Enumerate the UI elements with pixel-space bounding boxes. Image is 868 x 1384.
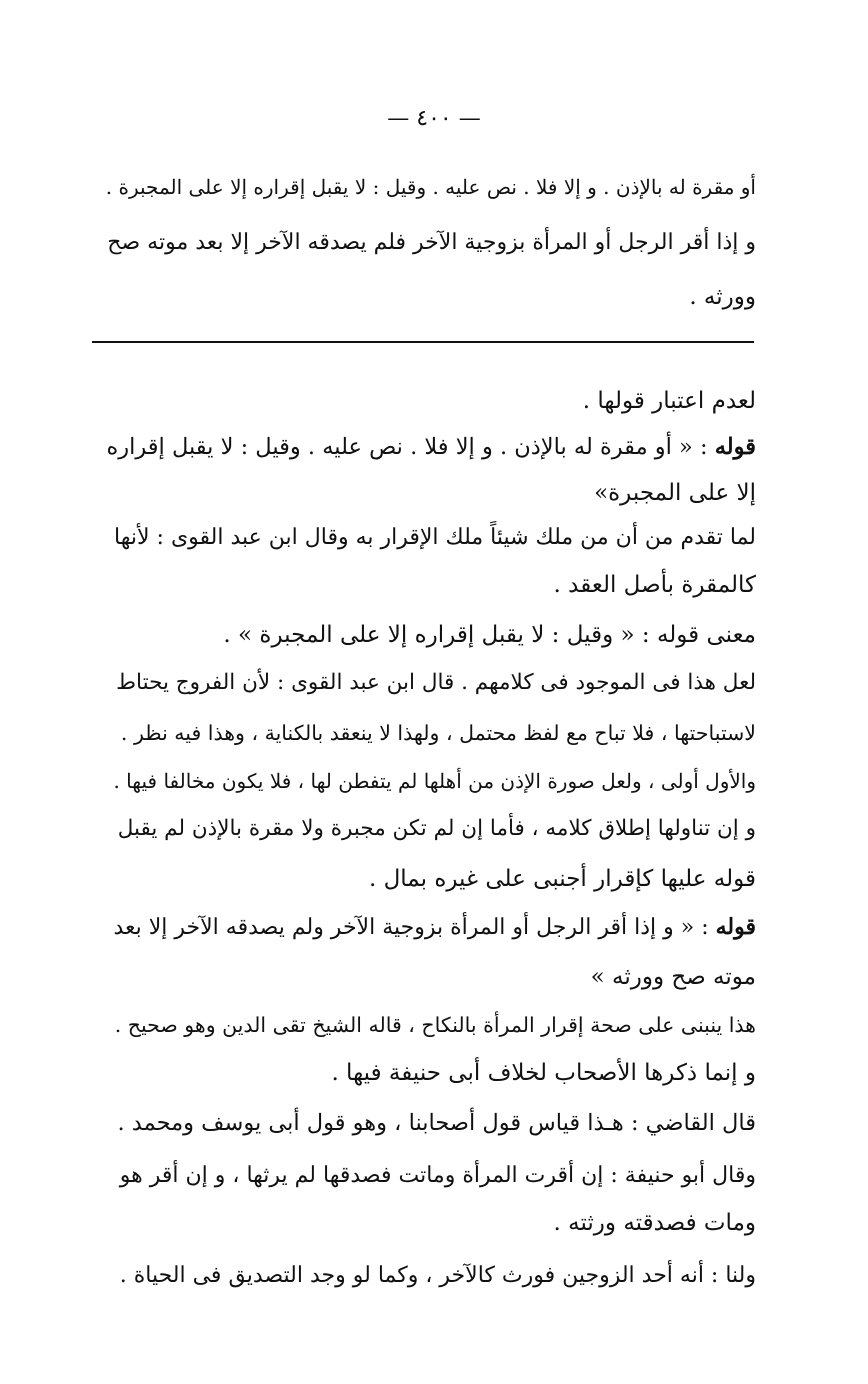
commentary-line	[106, 620, 756, 650]
lemma: قوله	[714, 434, 756, 460]
commentary-line	[106, 1108, 756, 1138]
commentary-text: هذا ينبنى على صحة إقرار المرأة بالنكاح ، قاله الشيخ تقى الدين وهو صحيح .	[114, 1013, 756, 1037]
lemma: قوله	[715, 914, 756, 940]
commentary-text: إلا على المجبرة»	[594, 480, 756, 506]
commentary-line	[106, 1010, 756, 1040]
main-text-line: أو مقرة له بالإذن . و إلا فلا . نص عليه . وقيل : لا يقبل إقراره إلا على المجبرة .	[105, 175, 756, 199]
commentary-text: لما تقدم من أن من ملك شيئاً ملك الإقرار به وقال ابن عبد القوى : لأنها	[114, 525, 756, 550]
commentary-line	[106, 432, 756, 462]
main-text-line: وورثه .	[689, 284, 756, 310]
commentary-line	[106, 668, 756, 698]
commentary-line	[106, 1208, 756, 1238]
commentary-line	[106, 386, 756, 416]
commentary-line	[106, 718, 756, 748]
main-text-line: و إذا أقر الرجل أو المرأة بزوجية الآخر فلم يصدقه الآخر إلا بعد موته صح	[107, 230, 756, 255]
commentary-line	[106, 1058, 756, 1088]
commentary-text: معنى قوله : « وقيل : لا يقبل إقراره إلا على المجبرة » .	[223, 622, 756, 648]
commentary-line	[106, 570, 756, 600]
commentary-line	[106, 1260, 756, 1291]
commentary-line	[106, 478, 756, 508]
commentary-line	[106, 522, 756, 553]
commentary-text: لعل هذا فى الموجود فى كلامهم . قال ابن عبد القوى : لأن الفروج يحتاط	[116, 670, 756, 695]
section-divider	[92, 341, 754, 343]
commentary-line	[106, 766, 756, 796]
commentary-text: ومات فصدقته ورثته .	[553, 1210, 756, 1236]
commentary-text: ولنا : أنه أحد الزوجين فورث كالآخر ، وكما لو وجد التصديق فى الحياة .	[119, 1263, 756, 1288]
commentary-text: لعدم اعتبار قولها .	[582, 388, 756, 414]
commentary-text: و إن تناولها إطلاق كلامه ، فأما إن لم تكن مجبرة ولا مقرة بالإذن لم يقبل	[117, 816, 756, 841]
commentary-text: : « و إذا أقر الرجل أو المرأة بزوجية الآخر ولم يصدقه الآخر إلا بعد	[113, 915, 716, 940]
commentary-text: لاستباحتها ، فلا تباح مع لفظ محتمل ، ولهذا لا ينعقد بالكناية ، وهذا فيه نظر .	[120, 721, 756, 745]
commentary-text: والأول أولى ، ولعل صورة الإذن من أهلها لم يتفطن لها ، فلا يكون مخالفا فيها .	[113, 769, 756, 793]
commentary-text: موته صح وورثه »	[590, 964, 756, 990]
commentary-text: و إنما ذكرها الأصحاب لخلاف أبى حنيفة فيها .	[331, 1060, 756, 1086]
commentary-line	[106, 962, 756, 992]
commentary-text: قوله عليها كإقرار أجنبى على غيره بمال .	[368, 866, 756, 892]
commentary-line	[106, 1160, 756, 1191]
commentary-text: وقال أبو حنيفة : إن أقرت المرأة وماتت فصدقها لم يرثها ، و إن أقر هو	[119, 1163, 756, 1188]
commentary-line	[106, 912, 756, 943]
page-number: — ٤٠٠ —	[387, 106, 481, 131]
commentary-text: قال القاضي : هـذا قياس قول أصحابنا ، وهو قول أبى يوسف ومحمد .	[117, 1110, 756, 1136]
commentary-text: كالمقرة بأصل العقد .	[553, 572, 756, 598]
commentary-line	[106, 814, 756, 844]
commentary-text: : « أو مقرة له بالإذن . و إلا فلا . نص عليه . وقيل : لا يقبل إقراره	[106, 434, 715, 460]
commentary-line	[106, 864, 756, 894]
